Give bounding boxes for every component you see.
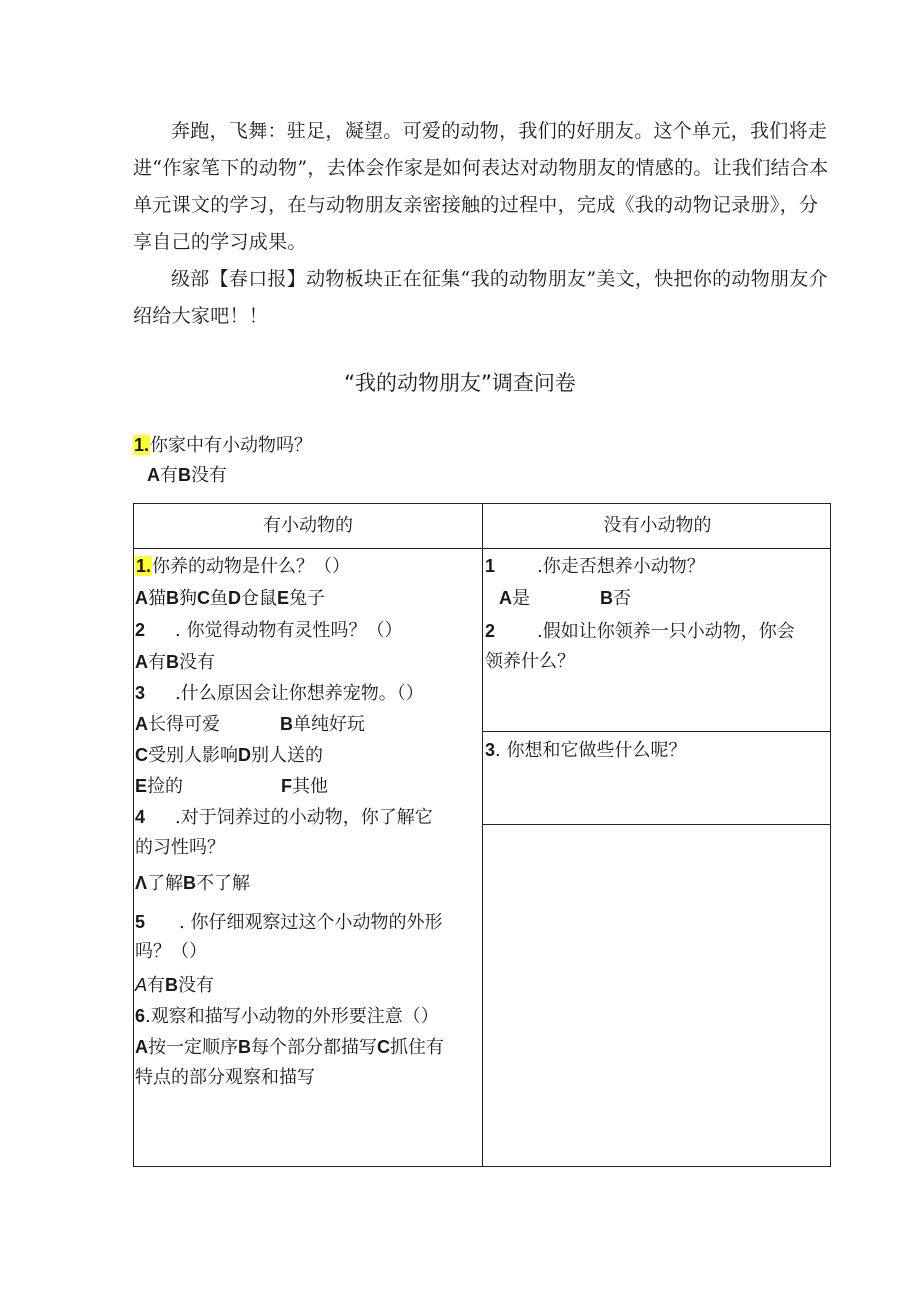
question-text: . 你仔细观察过这个小动物的外形 — [179, 912, 443, 933]
left-q4-options — [135, 869, 250, 898]
option-letter: B — [238, 1037, 251, 1057]
right-q2-cont: 领养什么？ — [485, 651, 575, 672]
option-letter: E — [277, 588, 290, 608]
option-letter: B — [600, 588, 613, 608]
right-q3 — [485, 736, 686, 765]
intro-paragraph-1: 奔跑，飞舞：驻足，凝望。可爱的动物，我们的好朋友。这个单元，我们将走进“作家笔下的动物”，去体会作家是如何表达对动物朋友的情感的。让我们结合本单元课文的学习，在与动物朋友亲密接触的过程中，完成《我的动物记录册》，分享自己的学习成果。 — [133, 120, 829, 253]
option-text: 其他 — [292, 776, 329, 797]
option-letter: A — [135, 1037, 148, 1057]
right-column-header: 没有小动物的 — [603, 515, 712, 536]
left-q1-options — [135, 584, 325, 613]
left-q3-options-2 — [135, 741, 323, 770]
option-text: 了解 — [147, 873, 184, 894]
option-letter: A — [135, 975, 148, 995]
survey-question-1-options — [147, 461, 227, 490]
option-letter: Λ — [135, 873, 148, 893]
option-text: 受别人影响 — [148, 745, 238, 766]
option-text: 有 — [147, 975, 166, 996]
question-number: 2 — [135, 620, 146, 640]
left-q4 — [135, 803, 433, 832]
option-text: 仓鼠 — [241, 588, 277, 609]
survey-table — [133, 503, 831, 1167]
option-letter: F — [281, 776, 293, 796]
option-b-text: 没有 — [191, 465, 227, 486]
option-letter: C — [135, 745, 148, 765]
question-text: .假如让你领养一只小动物，你会 — [537, 621, 795, 642]
question-number: 3 — [135, 683, 146, 703]
header-divider — [134, 548, 830, 549]
option-letter: B — [183, 873, 197, 893]
option-letter: A — [499, 588, 512, 608]
left-q2-options — [135, 648, 215, 677]
right-row-divider-1 — [482, 731, 831, 732]
question-text: 你养的动物是什么？（） — [152, 556, 351, 577]
option-a-letter: A — [147, 465, 160, 485]
option-text: 有 — [148, 652, 166, 673]
option-letter: B — [280, 714, 293, 734]
option-letter: A — [135, 714, 148, 734]
question-number: 6 — [135, 1006, 146, 1026]
option-text: 鱼 — [210, 588, 228, 609]
option-text: 兔子 — [289, 588, 326, 609]
option-letter: E — [135, 776, 148, 796]
question-number: 1. — [136, 556, 152, 576]
question-number: 3 — [485, 740, 496, 760]
option-text: 单纯好玩 — [293, 714, 365, 735]
left-q1 — [135, 552, 350, 581]
question-text: . 你觉得动物有灵性吗？（） — [175, 620, 403, 641]
question-text: 你家中有小动物吗？ — [150, 435, 313, 456]
question-text: . 你想和它做些什么呢？ — [495, 740, 687, 761]
option-b-letter: B — [178, 465, 191, 485]
question-number: 1. — [134, 435, 150, 455]
option-letter: C — [377, 1037, 390, 1057]
question-text: .观察和描写小动物的外形要注意（） — [145, 1006, 439, 1027]
option-text: 没有 — [179, 652, 215, 673]
question-number: 1 — [485, 556, 496, 576]
option-letter: C — [197, 588, 210, 608]
left-q5-cont: 吗？（） — [135, 941, 207, 962]
right-row-divider-2 — [482, 824, 831, 825]
option-letter: D — [238, 745, 251, 765]
left-q4-cont: 的习性吗？ — [135, 837, 225, 858]
question-text: .你走否想养小动物？ — [537, 556, 705, 577]
column-divider — [482, 504, 483, 1166]
option-letter: B — [166, 588, 179, 608]
option-text: 按一定顺序 — [148, 1037, 238, 1058]
option-text: 长得可爱 — [148, 714, 220, 735]
intro-paragraph-2: 级部【春口报】动物板块正在征集“我的动物朋友”美文，快把你的动物朋友介绍给大家吧！！ — [133, 268, 828, 327]
option-text: 没有 — [178, 975, 215, 996]
left-column-header: 有小动物的 — [263, 515, 353, 536]
question-number: 4 — [135, 807, 146, 827]
right-q2 — [485, 617, 795, 646]
left-q3-options-1 — [135, 710, 365, 739]
survey-title: “我的动物朋友”调查问卷 — [344, 371, 576, 395]
option-text: 抓住有 — [390, 1037, 444, 1058]
option-letter: A — [135, 652, 148, 672]
left-q6-cont: 特点的部分观察和描写 — [135, 1067, 315, 1088]
question-number: 2 — [485, 621, 496, 641]
question-text: .对于饲养过的小动物，你了解它 — [175, 807, 433, 828]
option-text: 狗 — [179, 588, 197, 609]
question-text: .什么原因会让你想养宠物。（） — [175, 683, 424, 704]
option-letter: D — [228, 588, 241, 608]
right-q1-options — [499, 584, 631, 613]
left-q5-options — [135, 971, 214, 1000]
option-letter: A — [135, 588, 148, 608]
left-q3-options-3 — [135, 772, 328, 801]
option-text: 是 — [512, 588, 530, 609]
option-text: 否 — [613, 588, 631, 609]
right-q1 — [485, 552, 705, 581]
option-letter: B — [166, 652, 179, 672]
option-text: 别人送的 — [251, 745, 323, 766]
option-text: 捡的 — [147, 776, 184, 797]
left-q6 — [135, 1002, 439, 1031]
survey-question-1 — [133, 431, 312, 460]
left-q3 — [135, 679, 424, 708]
option-text: 猫 — [148, 588, 166, 609]
question-number: 5 — [135, 912, 146, 932]
option-text: 不了解 — [196, 873, 251, 894]
option-a-text: 有 — [160, 465, 178, 486]
left-q6-options — [135, 1033, 444, 1062]
left-q2 — [135, 616, 402, 645]
option-letter: B — [165, 975, 179, 995]
option-text: 每个部分都描写 — [251, 1037, 377, 1058]
left-q5 — [135, 908, 442, 937]
